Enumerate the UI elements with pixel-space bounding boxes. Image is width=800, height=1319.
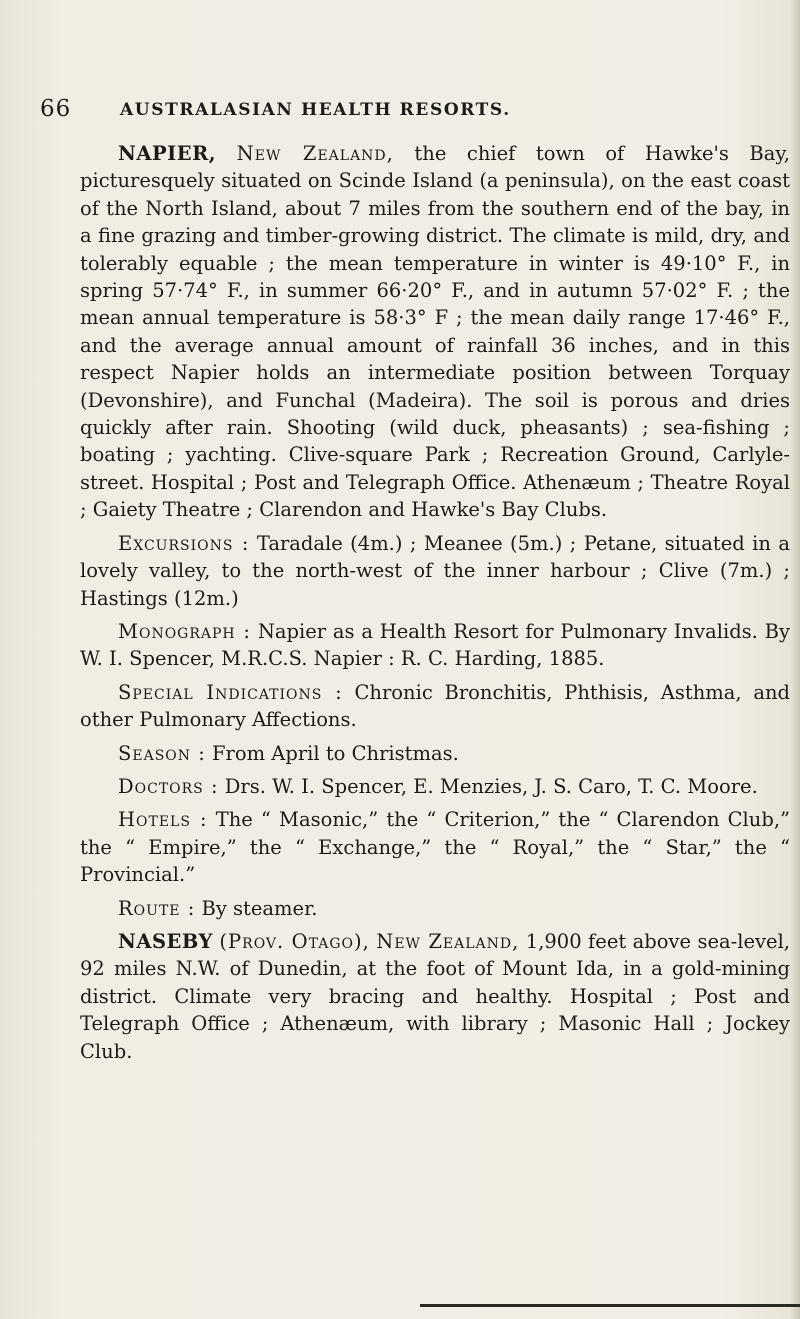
- route-text: By steamer.: [201, 896, 318, 920]
- excursions-label: Excursions :: [118, 531, 250, 555]
- entry-region: New Zealand,: [236, 142, 394, 165]
- indications-text: Chronic Bronchitis, Phthisis, Asthma, and other Pulmonary Affections.: [80, 680, 790, 732]
- doctors-label: Doctors :: [118, 774, 219, 798]
- excursions-text: Taradale (4m.) ; Meanee (5m.) ; Petane, situated in a lovely valley, to the north-west of the inner harbour ; Clive (7m.) ; Hastings (12m.): [80, 531, 791, 610]
- running-title: AUSTRALASIAN HEALTH RESORTS.: [120, 100, 511, 120]
- page-body: [80, 140, 790, 1071]
- napier-entry: [80, 140, 790, 524]
- doctors-text: Drs. W. I. Spencer, E. Menzies, J. S. Caro, T. C. Moore.: [224, 774, 758, 798]
- page-edge-shadow: [790, 0, 800, 1319]
- doctors-paragraph: [80, 773, 790, 800]
- season-text: From April to Christmas.: [211, 741, 459, 765]
- indications-label: Special Indications :: [118, 680, 343, 704]
- entry-region: New Zealand,: [376, 929, 520, 953]
- monograph-text: Napier as a Health Resort for Pulmonary Invalids. By W. I. Spencer, M.R.C.S. Napier : R. C. Harding, 1885.: [80, 619, 791, 671]
- excursions-paragraph: [80, 530, 790, 612]
- route-paragraph: [80, 895, 790, 922]
- monograph-paragraph: [80, 618, 790, 673]
- entry-name: NASEBY: [118, 929, 213, 953]
- season-paragraph: [80, 740, 790, 767]
- bottom-rule: [420, 1304, 800, 1307]
- hotels-label: Hotels :: [118, 808, 208, 832]
- hotels-text: The “ Masonic,” the “ Criterion,” the “ Clarendon Club,” the “ Empire,” the “ Exchange,” the “ Royal,” the “ Star,” the “ Provincial.”: [80, 808, 790, 887]
- entry-description: the chief town of Hawke's Bay, picturesquely situated on Scinde Island (a peninsula), on the east coast of the North Island, about 7 miles from the southern end of the bay, in a fine grazing and timber-growing district. The climate is mild, dry, and tolerably equable ; the mean temperature in winter is 49·10° F., in spring 57·74° F., in summer 66·20° F., and in autumn 57·02° F. ; the mean annual temperature is 58·3° F ; the mean daily range 17·46° F., and the average annual amount of rainfall 36 inches, and in this respect Napier holds an intermediate position between Torquay (Devonshire), and Funchal (Madeira). The soil is porous and dries quickly after rain. Shooting (wild duck, pheasants) ; sea-fishing ; boating ; yachting. Clive-square Park ; Recreation Ground, Carlyle-street. Hospital ; Post and Telegraph Office. Athenæum ; Theatre Royal ; Gaiety Theatre ; Clarendon and Hawke's Bay Clubs.: [80, 142, 791, 522]
- naseby-entry: [80, 928, 790, 1065]
- entry-province: (Prov. Otago),: [219, 929, 370, 953]
- page-number: 66: [40, 96, 72, 122]
- monograph-label: Monograph :: [118, 619, 252, 643]
- running-head: [40, 96, 800, 126]
- indications-paragraph: [80, 679, 790, 734]
- season-label: Season :: [118, 741, 206, 765]
- entry-description: 1,900 feet above sea-level, 92 miles N.W. of Dunedin, at the foot of Mount Ida, in a gold-mining district. Climate very bracing and healthy. Hospital ; Post and Telegraph Office ; Athenæum, with library ; Masonic Hall ; Jockey Club.: [80, 929, 791, 1063]
- route-label: Route :: [118, 896, 196, 920]
- entry-name: NAPIER,: [118, 142, 217, 165]
- hotels-paragraph: [80, 806, 790, 888]
